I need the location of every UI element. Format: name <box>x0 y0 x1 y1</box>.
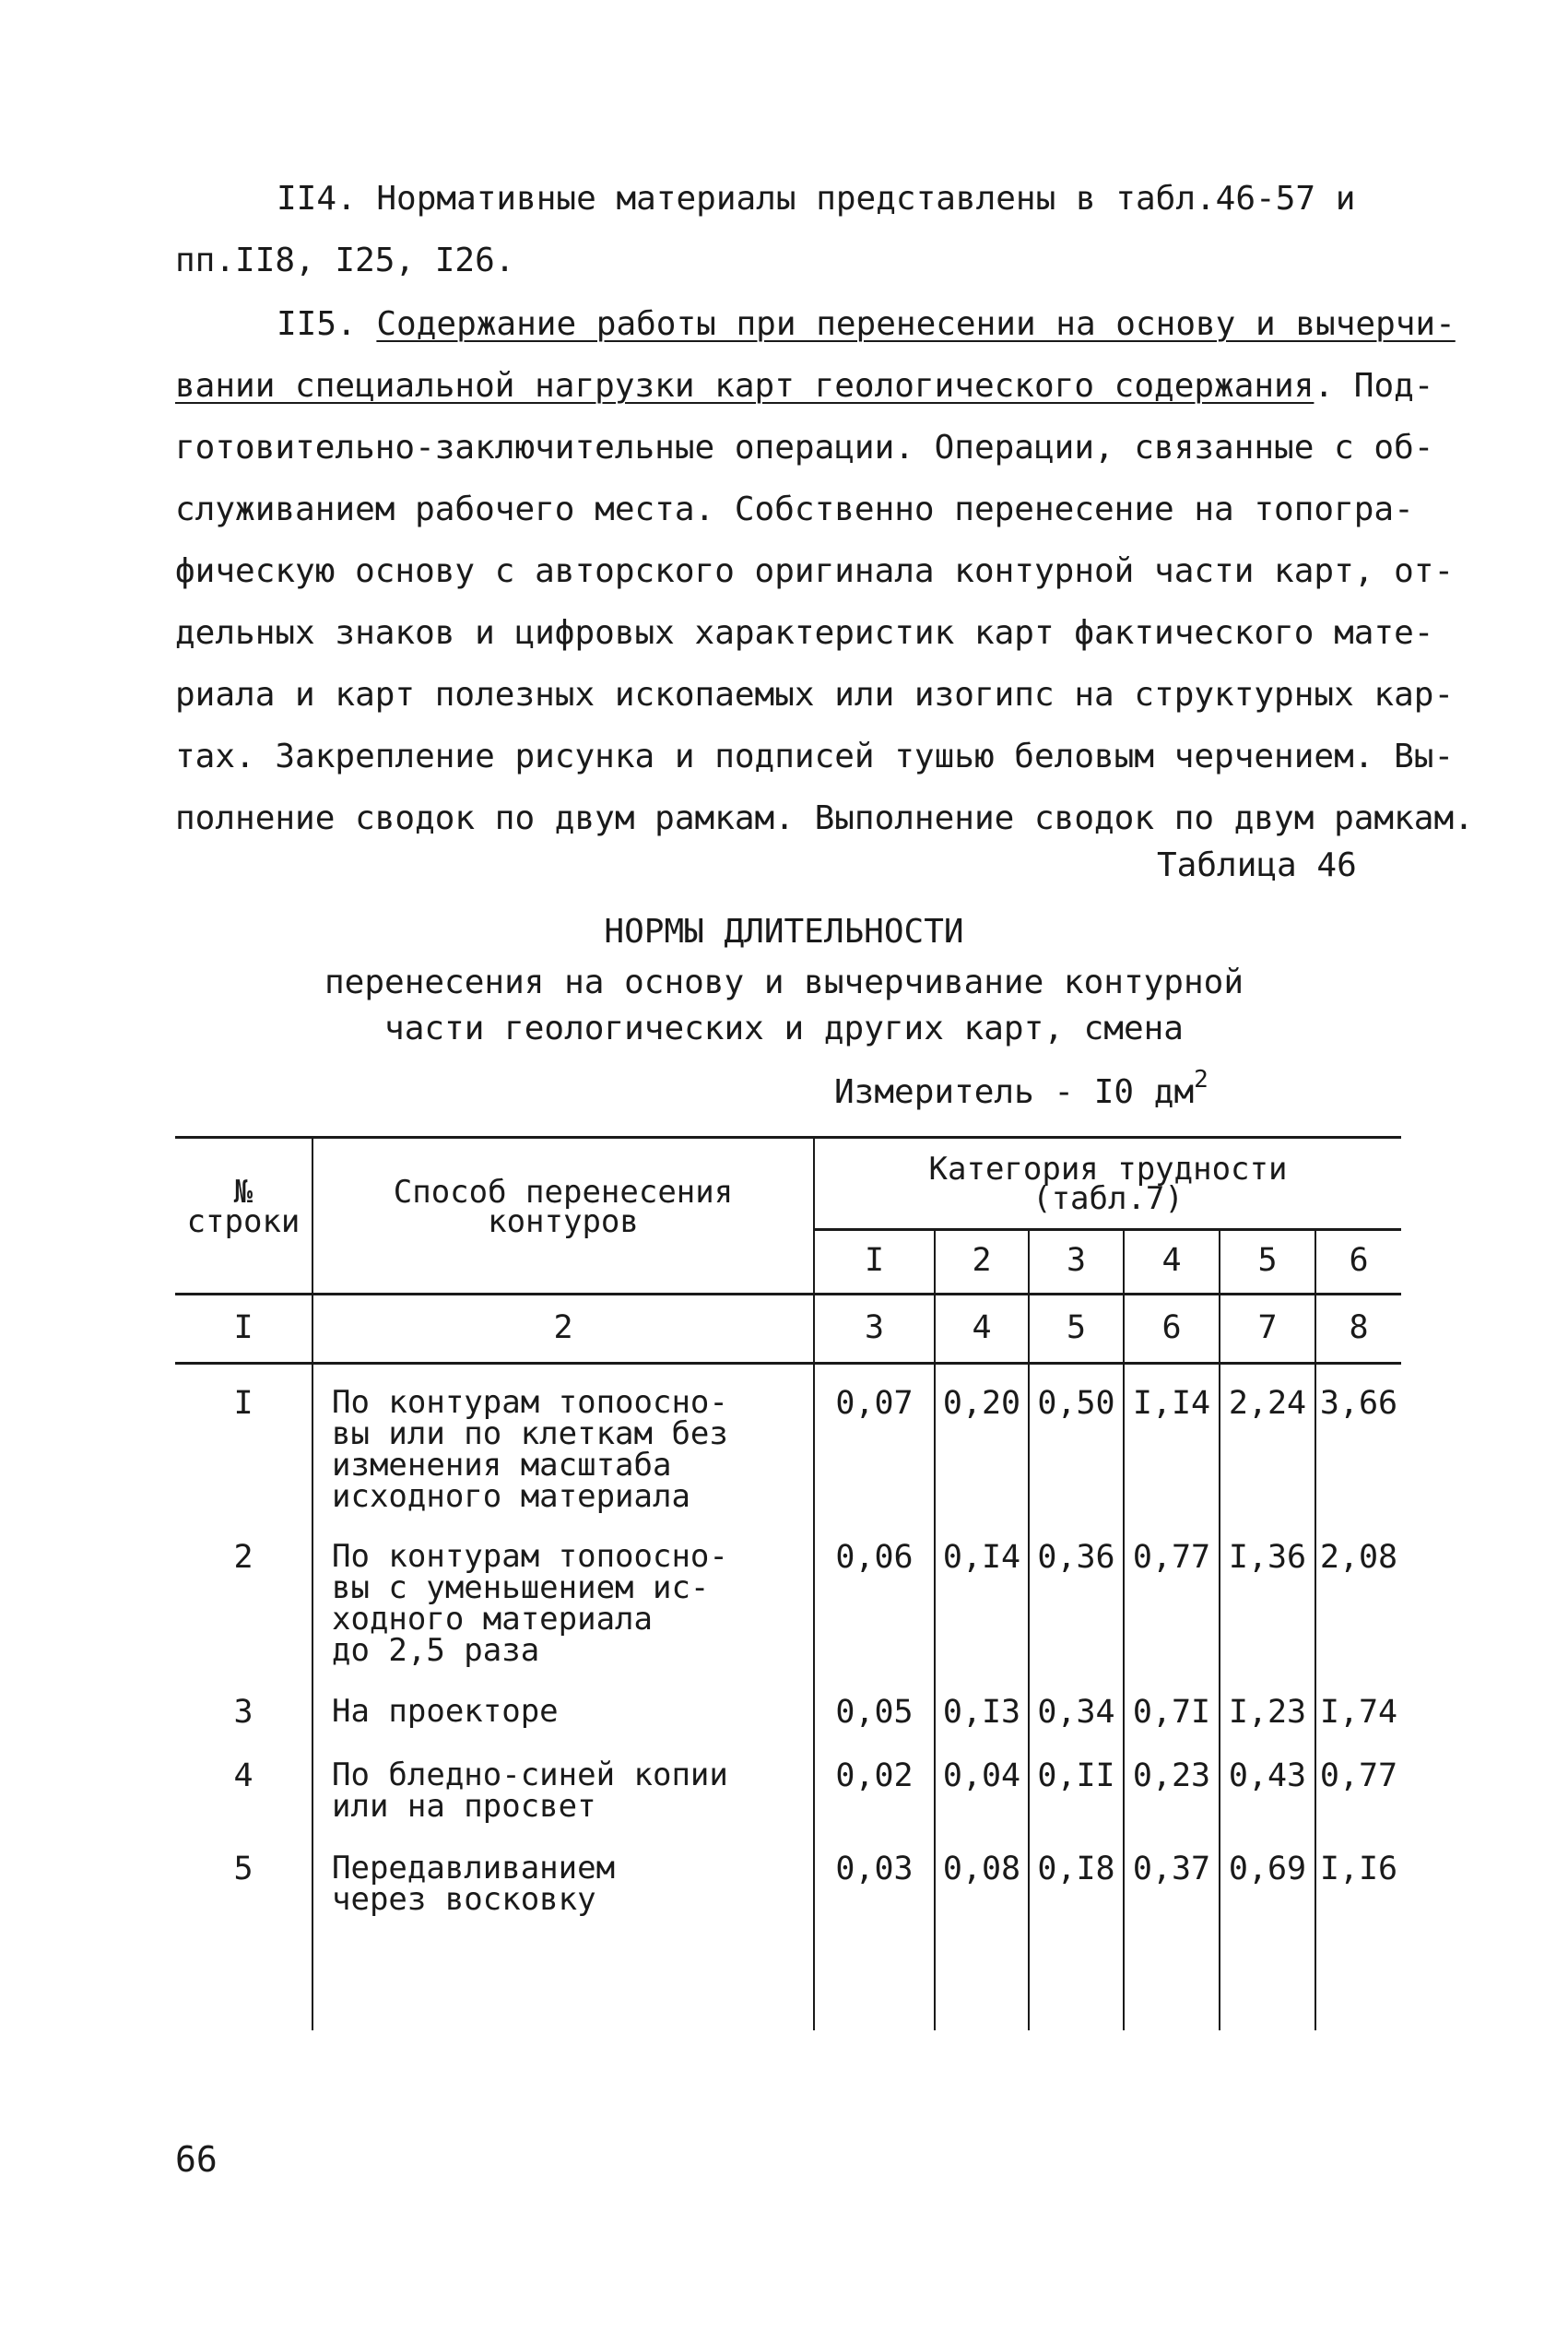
method-line: вы или по клеткам без <box>332 1415 728 1452</box>
table-column-rule <box>1123 1228 1125 2030</box>
value-cell: 0,I8 <box>1037 1851 1115 1887</box>
paragraph-line: пп.II8, I25, I26. <box>175 242 515 279</box>
method-line: изменения масштаба <box>332 1447 672 1484</box>
value-cell: 0,50 <box>1037 1385 1115 1422</box>
method-line: или на просвет <box>332 1788 596 1825</box>
value-cell: I,I6 <box>1319 1851 1398 1887</box>
header-text: № <box>233 1174 253 1211</box>
row-number: 2 <box>233 1539 253 1576</box>
table-rule <box>175 1293 1401 1295</box>
table-column-rule <box>1219 1228 1220 2030</box>
table-rule <box>175 1136 1401 1139</box>
value-cell: 3,66 <box>1319 1385 1398 1422</box>
method-description <box>332 1538 811 1669</box>
value-cell: 2,24 <box>1228 1385 1307 1422</box>
value-cell: I,36 <box>1228 1539 1307 1576</box>
value-cell: 0,06 <box>835 1539 914 1576</box>
header-category-number: 5 <box>1257 1242 1278 1279</box>
page-number: 66 <box>175 2139 218 2180</box>
row-number: 4 <box>233 1757 253 1794</box>
table-rule <box>175 1362 1401 1365</box>
column-number: 8 <box>1349 1309 1369 1346</box>
method-line: По контурам топоосно- <box>332 1538 728 1575</box>
paragraph-115 <box>175 293 1474 849</box>
header-category-number: 3 <box>1066 1242 1087 1279</box>
method-description <box>332 1693 811 1730</box>
table-label: Таблица 46 <box>1157 846 1357 884</box>
paragraph-line: тах. Закрепление рисунка и подписей тушью беловым черчением. Вы- <box>175 738 1455 775</box>
table-subtitle: перенесения на основу и вычерчивание контурной <box>324 964 1244 1001</box>
value-cell: 0,02 <box>835 1757 914 1794</box>
header-text: строки <box>186 1203 301 1240</box>
column-number: 7 <box>1257 1309 1278 1346</box>
method-description <box>332 1384 811 1515</box>
paragraph-line: II4. Нормативные материалы представлены в табл.46-57 и <box>277 180 1356 218</box>
value-cell: 0,43 <box>1228 1757 1307 1794</box>
value-cell: I,I4 <box>1132 1385 1211 1422</box>
header-text: (табл.7) <box>1032 1180 1184 1217</box>
table-subtitle: части геологических и других карт, смена <box>384 1010 1184 1047</box>
header-category-number: 6 <box>1349 1242 1369 1279</box>
value-cell: I,74 <box>1319 1694 1398 1731</box>
table-column-rule <box>1028 1228 1030 2030</box>
column-number: I <box>233 1309 253 1346</box>
row-number: 5 <box>233 1851 253 1887</box>
value-cell: 2,08 <box>1319 1539 1398 1576</box>
column-number: 3 <box>864 1309 885 1346</box>
value-cell: 0,07 <box>835 1385 914 1422</box>
value-cell: 0,08 <box>942 1851 1021 1887</box>
header-text: Способ перенесения <box>393 1174 734 1211</box>
value-cell: 0,05 <box>835 1694 914 1731</box>
method-description <box>332 1756 811 1825</box>
method-line: исходного материала <box>332 1478 690 1515</box>
value-cell: 0,03 <box>835 1851 914 1887</box>
table-title: НОРМЫ ДЛИТЕЛЬНОСТИ <box>604 913 964 951</box>
header-category-number: I <box>864 1242 885 1279</box>
paragraph-line: риала и карт полезных ископаемых или изогипс на структурных кар- <box>175 676 1455 714</box>
underlined-heading: Содержание работы при перенесении на основу и вычерчи- <box>376 305 1456 343</box>
paragraph-line: готовительно-заключительные операции. Операции, связанные с об- <box>175 429 1434 467</box>
value-cell: 0,77 <box>1132 1539 1211 1576</box>
value-cell: 0,36 <box>1037 1539 1115 1576</box>
value-cell: 0,20 <box>942 1385 1021 1422</box>
table-column-rule <box>1315 1228 1316 2030</box>
value-cell: 0,04 <box>942 1757 1021 1794</box>
header-category <box>815 1151 1401 1217</box>
table-rule <box>813 1228 1401 1231</box>
paragraph-line: служиванием рабочего места. Собственно перенесение на топогра- <box>175 491 1414 528</box>
value-cell: I,23 <box>1228 1694 1307 1731</box>
paragraph-line: фическую основу с авторского оригинала контурной части карт, от- <box>175 552 1455 590</box>
table-column-rule <box>934 1228 936 2030</box>
value-cell: 0,34 <box>1037 1694 1115 1731</box>
method-line: до 2,5 раза <box>332 1632 540 1669</box>
header-text: Категория трудности <box>928 1151 1288 1188</box>
paragraph-114 <box>175 168 1420 291</box>
paragraph-text: . Под- <box>1314 367 1434 405</box>
method-line: По бледно-синей копии <box>332 1756 728 1793</box>
header-method <box>313 1174 813 1240</box>
paragraph-line: дельных знаков и цифровых характеристик карт фактического мате- <box>175 614 1434 652</box>
value-cell: 0,7I <box>1132 1694 1211 1731</box>
unit-text: Измеритель - I0 дм <box>834 1073 1195 1111</box>
column-number: 2 <box>553 1309 573 1346</box>
row-number: 3 <box>233 1694 253 1731</box>
method-line: Передавливанием <box>332 1850 616 1886</box>
paragraph-number: II5. <box>277 305 377 343</box>
value-cell: 0,I4 <box>942 1539 1021 1576</box>
column-number: 6 <box>1161 1309 1182 1346</box>
norms-table <box>175 1136 1401 2030</box>
column-number: 5 <box>1066 1309 1087 1346</box>
method-line: через восковку <box>332 1881 596 1918</box>
value-cell: 0,II <box>1037 1757 1115 1794</box>
header-category-number: 4 <box>1161 1242 1182 1279</box>
paragraph-line <box>175 293 1456 355</box>
value-cell: 0,69 <box>1228 1851 1307 1887</box>
method-line: На проекторе <box>332 1693 559 1730</box>
paragraph-line <box>175 355 1434 417</box>
value-cell: 0,23 <box>1132 1757 1211 1794</box>
value-cell: 0,I3 <box>942 1694 1021 1731</box>
unit-superscript: 2 <box>1194 1066 1208 1094</box>
header-category-number: 2 <box>972 1242 992 1279</box>
value-cell: 0,77 <box>1319 1757 1398 1794</box>
table-column-rule <box>312 1136 313 2030</box>
header-text: контуров <box>488 1203 639 1240</box>
value-cell: 0,37 <box>1132 1851 1211 1887</box>
header-row-number <box>175 1174 312 1240</box>
unit-of-measure <box>834 1066 1208 1111</box>
method-line: вы с уменьшением ис- <box>332 1569 710 1606</box>
column-number: 4 <box>972 1309 992 1346</box>
paragraph-line: полнение сводок по двум рамкам. Выполнение сводок по двум рамкам. <box>175 799 1474 837</box>
method-line: ходного материала <box>332 1601 653 1638</box>
method-line: По контурам топоосно- <box>332 1384 728 1421</box>
method-description <box>332 1850 811 1918</box>
row-number: I <box>233 1385 253 1422</box>
underlined-heading: вании специальной нагрузки карт геологического содержания <box>175 367 1315 405</box>
